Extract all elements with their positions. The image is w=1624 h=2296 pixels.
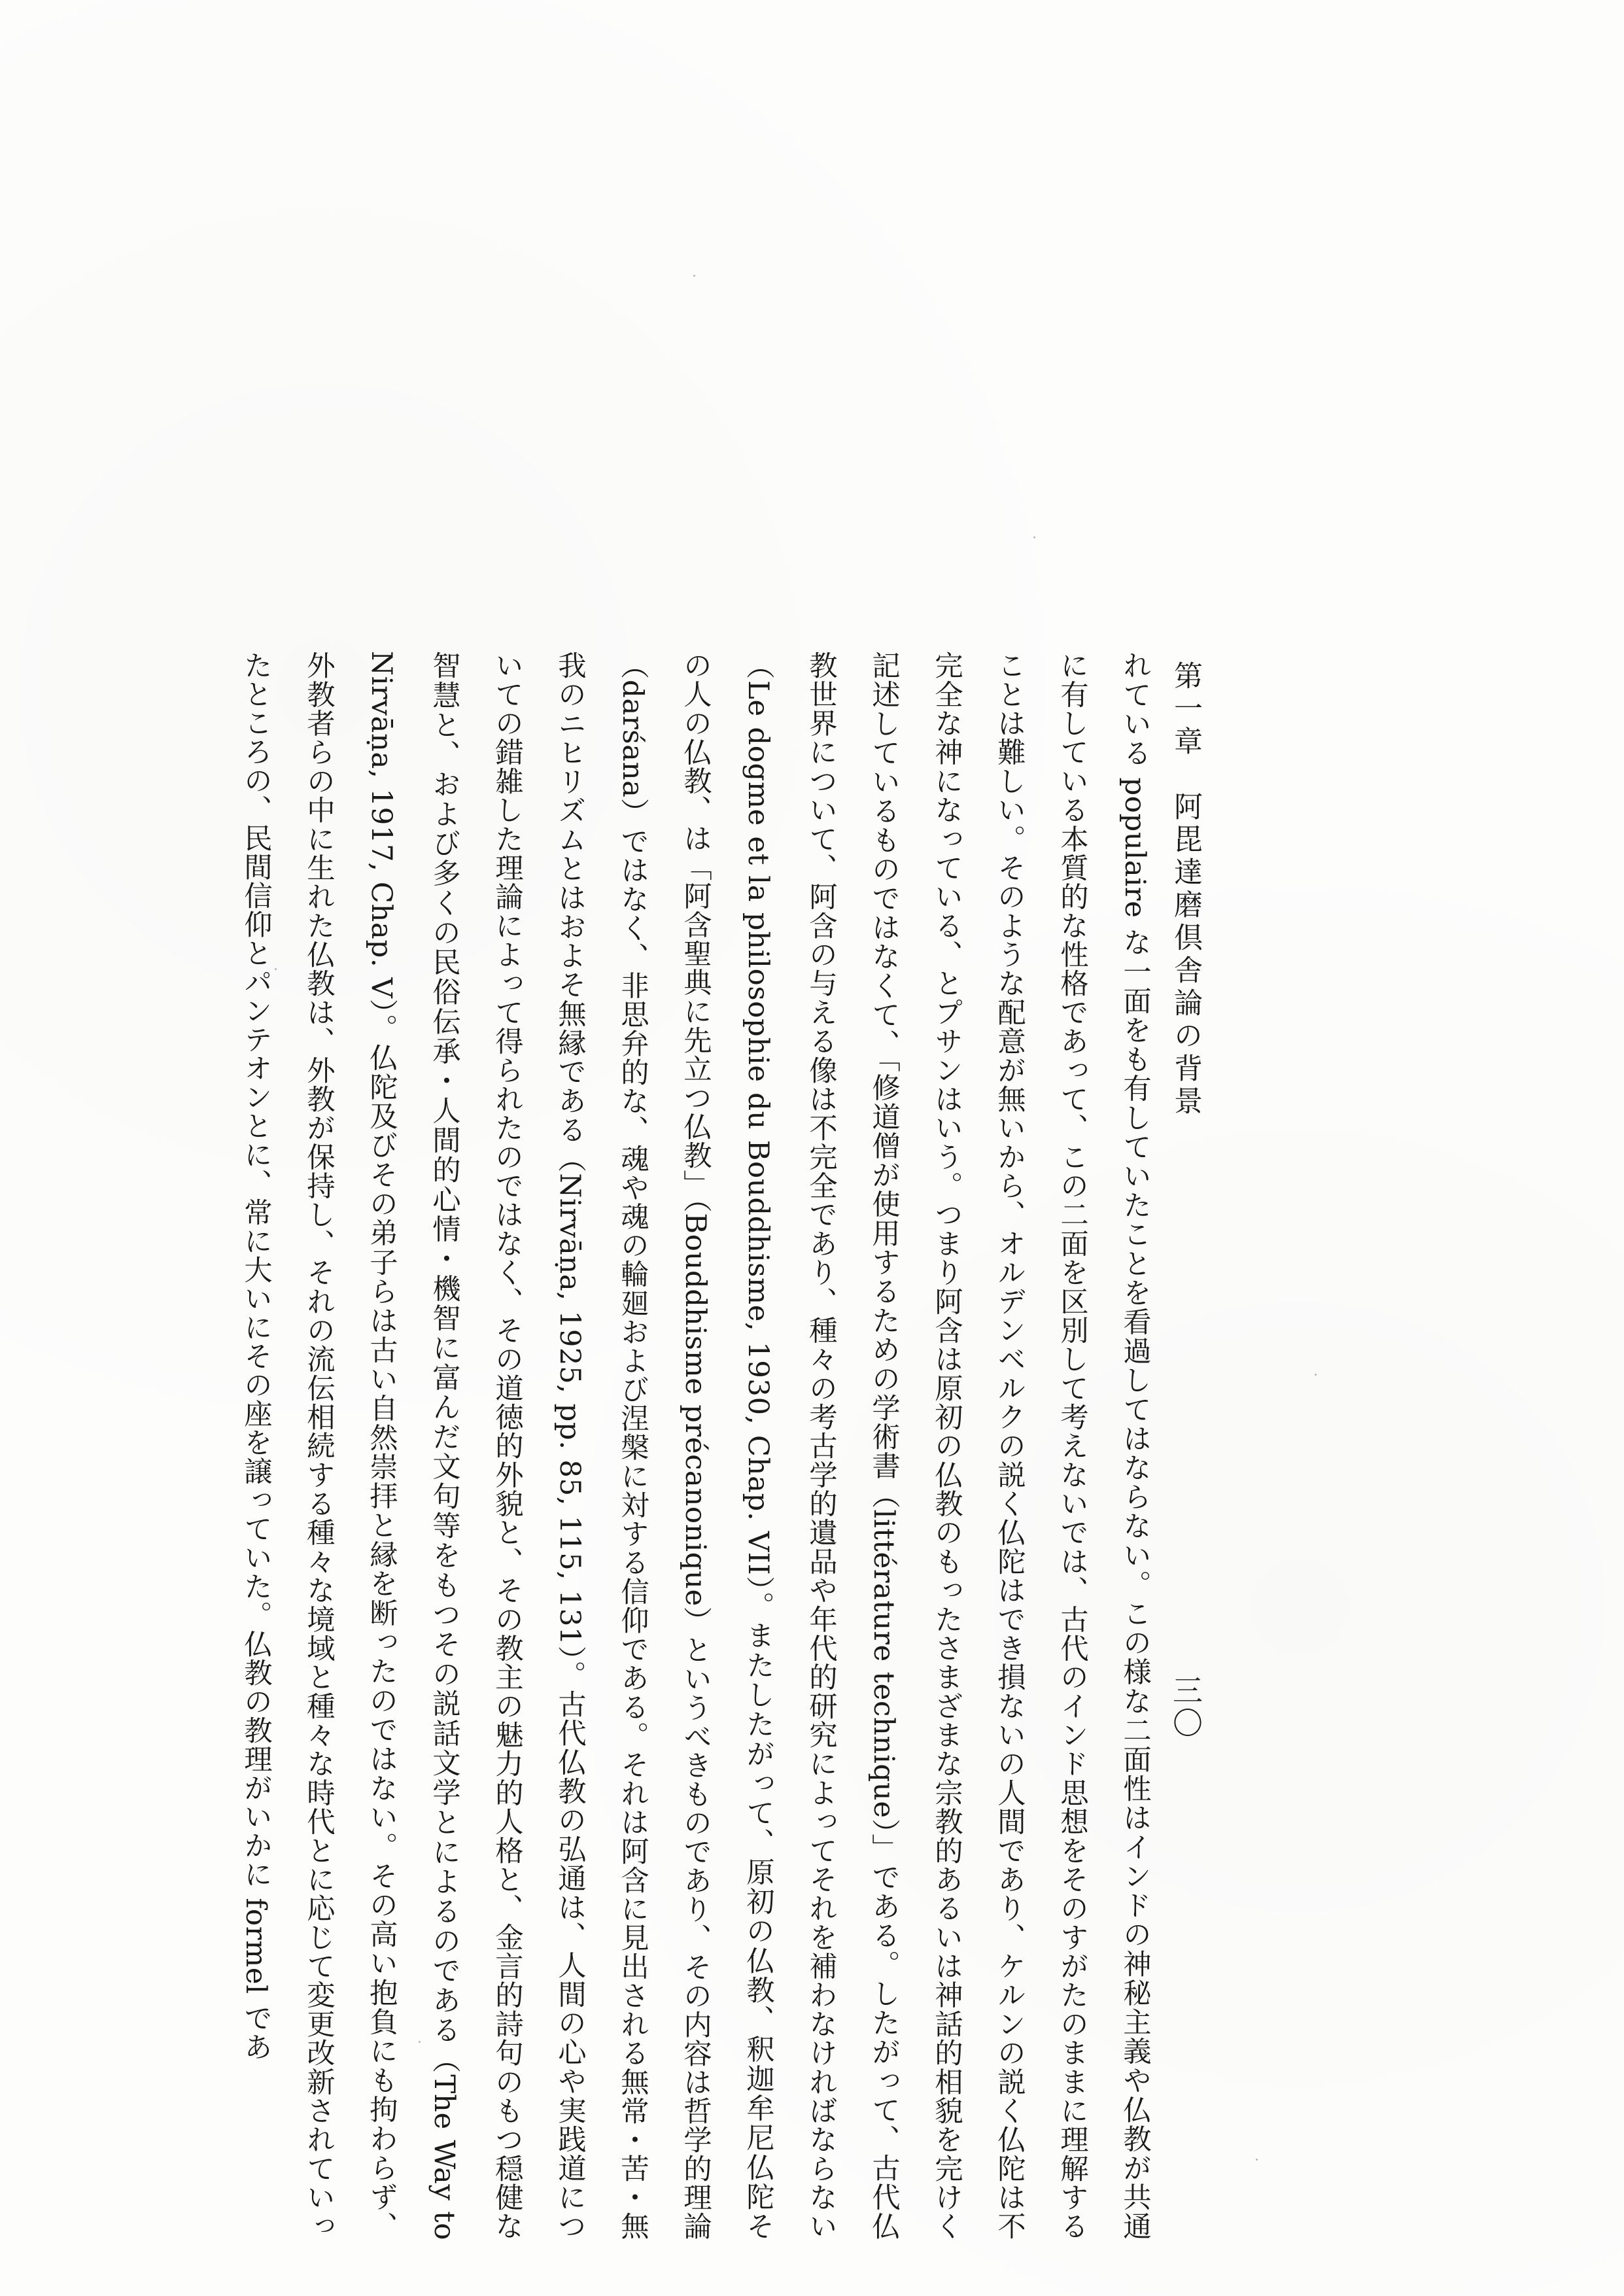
scan-speck (1315, 1374, 1317, 1376)
page-number: 三〇 (1168, 1675, 1203, 1740)
scan-speck (419, 2041, 421, 2043)
scan-speck (1256, 2159, 1258, 2161)
body-text-vertical: れている populaire な一面をも有していたことを看過してはならない。この様な二面性はインドの神秘主義や仏教が共通に有している本質的な性格であって、この二面を区別して考えないでは、古代のインド思想をそのすがたのままに理解することは難しい。そのような配意が無いから、オルデンベルクの説く仏陀はでき損ないの人間であり、ケルンの説く仏陀は不完全な神になっている、とプサンはいう。つまり阿含は原初の仏教のもったさまざまな宗教的あるいは神話的相貌を完けく記述しているものではなくて、「修道僧が使用するための学術書（littérature technique）」である。したがって、古代仏教世界について、阿含の与える像は不完全であり、種々の考古学的遺品や年代的研究によってそれを補わなければならない（Le dogme et la philosophie du Bouddhisme, 1930, Chap. VII）。またしたがって、原初の仏教、釈迦牟尼仏陀その人の仏教、は「阿含聖典に先立つ仏教」（Bouddhisme précanonique）というべきものであり、その内容は哲学的理論（darśana）ではなく、非思弁的な、魂や魂の輪廻および涅槃に対する信仰である。それは阿含に見出される無常・苦・無我のニヒリズムとはおよそ無縁である（Nirvāṇa, 1925, pp. 85, 115, 131）。古代仏教の弘通は、人間の心や実践道についての錯雑した理論によって得られたのではなく、その道徳的外貌と、その教主の魅力的人格と、金言的詩句のもつ穏健な智慧と、および多くの民俗伝承・人間的心情・機智に富んだ文句等をもつその説話文学とによるのである（The Way to Nirvāṇa, 1917, Chap. V）。仏陀及びその弟子らは古い自然崇拝と縁を断ったのではない。その高い抱負にも拘わらず、外教者らの中に生れた仏教は、外教が保持し、それの流伝相続する種々な境域と種々な時代とに応じて変更改新されていったところの、民間信仰とパンテオンとに、常に大いにその座を譲っていた。仏教の教理がいかに formel であ (239, 651, 1151, 2240)
scan-speck (275, 968, 277, 970)
scan-speck (693, 275, 695, 277)
running-header-chapter-title: 第一章 阿毘達磨倶舎論の背景 (1169, 661, 1202, 1119)
scan-speck (1033, 536, 1035, 538)
